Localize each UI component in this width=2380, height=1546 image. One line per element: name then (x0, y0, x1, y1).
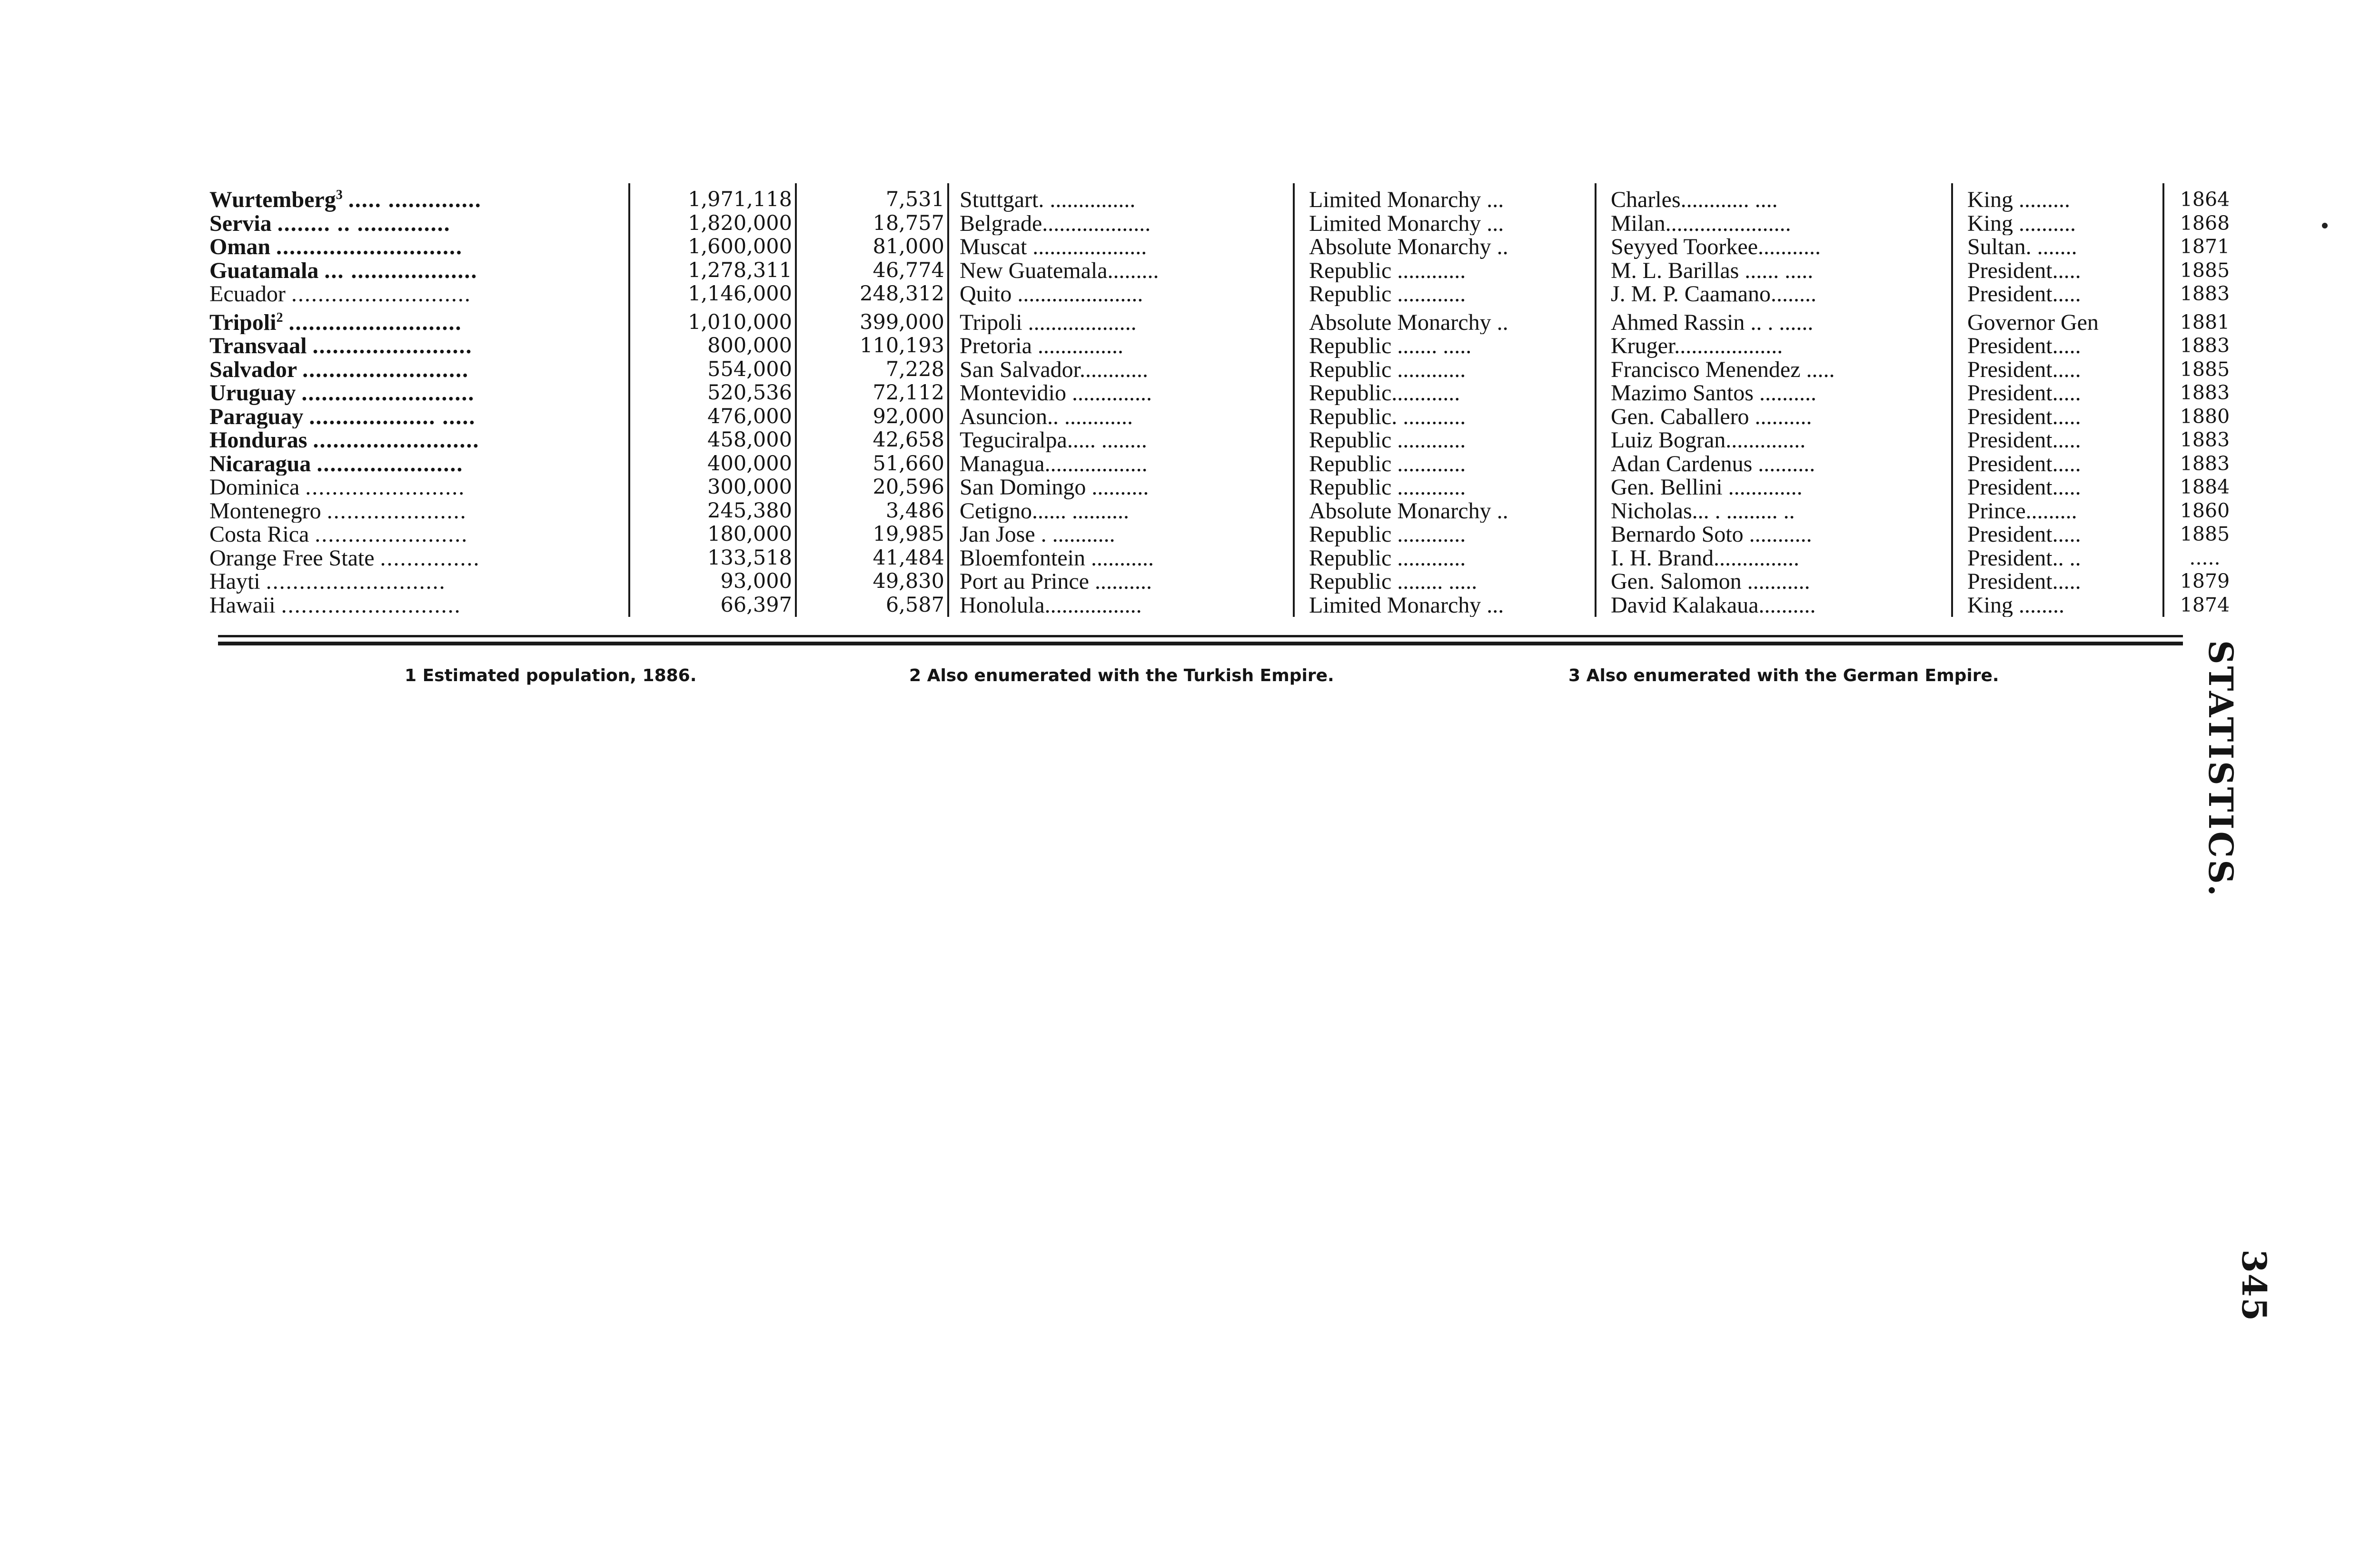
dot-leader: ........................ (312, 334, 473, 358)
government-cell: Republic ............ (1294, 452, 1596, 476)
title-cell: Governor Gen (1952, 306, 2163, 335)
table-row (205, 306, 2245, 335)
table-row (205, 235, 2245, 259)
government-cell: Republic ....... ..... (1294, 334, 1596, 358)
year-cell: 1885 (2180, 258, 2230, 282)
title-cell: President.. .. (1952, 546, 2163, 570)
capital-cell: San Salvador............ (948, 358, 1294, 382)
table-row (205, 358, 2245, 382)
government-cell: Republic ............ (1294, 259, 1596, 283)
table-row (205, 523, 2245, 546)
area-cell: 92,000 (796, 405, 948, 429)
capital-cell: San Domingo .......... (948, 476, 1294, 499)
population-cell: 554,000 (629, 358, 796, 382)
title-cell: President..... (1952, 259, 2163, 283)
dot-leader: ......................... (313, 428, 480, 452)
population-cell: 180,000 (629, 523, 796, 546)
country-cell (205, 334, 629, 358)
country-cell (205, 428, 629, 452)
government-cell: Absolute Monarchy .. (1294, 306, 1596, 335)
population-cell: 1,820,000 (629, 212, 796, 236)
population-cell: 245,380 (629, 499, 796, 523)
table-row (205, 259, 2245, 283)
table-bottom-rule-thin (218, 635, 2183, 637)
capital-cell: Quito ...................... (948, 282, 1294, 306)
year-cell: 1884 (2180, 476, 2230, 498)
year-cell: 1860 (2180, 499, 2230, 522)
country-cell (205, 212, 629, 236)
capital-cell: Tripoli ................... (948, 306, 1294, 335)
dot-leader: ...................... (317, 452, 464, 476)
year-cell: 1864 (2180, 188, 2230, 211)
area-cell: 20,596 (796, 476, 948, 499)
dot-leader: ............................ (276, 235, 463, 259)
title-cell: President..... (1952, 452, 2163, 476)
footnote-2: 2 Also enumerated with the Turkish Empire. (909, 666, 1334, 685)
dot-leader: ....................... (315, 523, 468, 546)
capital-cell: Honolula................. (948, 594, 1294, 617)
country-cell (205, 259, 629, 283)
statistics-table (205, 183, 2245, 617)
page-number: 345 (2234, 1249, 2274, 1322)
capital-cell: Muscat .................... (948, 235, 1294, 259)
dot-leader: .......................... (301, 381, 475, 405)
title-cell: President..... (1952, 358, 2163, 382)
ruler-cell: Kruger................... (1596, 334, 1952, 358)
ruler-cell: Ahmed Rassin .. . ...... (1596, 306, 1952, 335)
year-cell: 1885 (2180, 523, 2230, 545)
country-name: Costa Rica (209, 523, 309, 546)
dot-leader: ................... ..... (309, 405, 476, 428)
table-row (205, 476, 2245, 499)
ruler-cell: Luiz Bogran.............. (1596, 428, 1952, 452)
area-cell: 399,000 (796, 306, 948, 335)
title-cell: President..... (1952, 570, 2163, 594)
area-cell: 49,830 (796, 570, 948, 594)
dot-leader: .......................... (288, 309, 462, 334)
capital-cell: Stuttgart. ............... (948, 183, 1294, 212)
dot-leader: ..................... (327, 499, 467, 523)
ruler-cell: Mazimo Santos .......... (1596, 381, 1952, 405)
ruler-cell: Francisco Menendez ..... (1596, 358, 1952, 382)
country-name: Dominica (209, 476, 300, 499)
year-cell: ..... (2189, 546, 2221, 569)
population-cell: 93,000 (629, 570, 796, 594)
year-cell: 1881 (2180, 310, 2230, 334)
capital-cell: Pretoria ............... (948, 334, 1294, 358)
dot-leader: ........................... (291, 282, 471, 306)
capital-cell: New Guatemala......... (948, 259, 1294, 283)
population-cell: 400,000 (629, 452, 796, 476)
year-cell: 1883 (2180, 282, 2230, 305)
country-name: Hayti (209, 570, 260, 594)
government-cell: Republic ............ (1294, 546, 1596, 570)
country-cell (205, 523, 629, 546)
dot-leader: ..... .............. (348, 187, 482, 212)
area-cell: 7,531 (796, 183, 948, 212)
table-row (205, 212, 2245, 236)
country-name: Ecuador (209, 282, 286, 306)
title-cell: President..... (1952, 428, 2163, 452)
population-cell: 133,518 (629, 546, 796, 570)
country-name: Honduras (209, 428, 307, 452)
dot-leader: ............... (380, 546, 480, 570)
table-bottom-rule-thick (218, 642, 2183, 645)
dot-leader: ........ .. .............. (277, 211, 451, 235)
running-heading: STATISTICS. (2201, 640, 2241, 898)
country-cell (205, 235, 629, 259)
ruler-cell: Seyyed Toorkee........... (1596, 235, 1952, 259)
area-cell: 110,193 (796, 334, 948, 358)
title-cell: President..... (1952, 381, 2163, 405)
table-row (205, 570, 2245, 594)
ruler-cell: David Kalakaua.......... (1596, 594, 1952, 617)
area-cell: 72,112 (796, 381, 948, 405)
year-cell: 1868 (2180, 211, 2230, 235)
table-row (205, 452, 2245, 476)
ruler-cell: Charles............ .... (1596, 183, 1952, 212)
country-cell (205, 594, 629, 617)
ruler-cell: M. L. Barillas ...... ..... (1596, 259, 1952, 283)
population-cell: 1,971,118 (629, 183, 796, 212)
ruler-cell: Milan...................... (1596, 212, 1952, 236)
country-cell (205, 282, 629, 306)
area-cell: 42,658 (796, 428, 948, 452)
statistics-table-body (205, 183, 2245, 617)
country-name: Wurtemberg (209, 187, 336, 212)
title-cell: President..... (1952, 523, 2163, 546)
print-speck (2322, 223, 2328, 228)
title-cell: Sultan. ....... (1952, 235, 2163, 259)
capital-cell: Montevidio .............. (948, 381, 1294, 405)
table-row (205, 282, 2245, 306)
population-cell: 1,278,311 (629, 259, 796, 283)
year-cell: 1880 (2180, 405, 2230, 428)
government-cell: Republic ........ ..... (1294, 570, 1596, 594)
population-cell: 1,146,000 (629, 282, 796, 306)
title-cell: President..... (1952, 476, 2163, 499)
area-cell: 248,312 (796, 282, 948, 306)
footnote-3: 3 Also enumerated with the German Empire. (1568, 666, 1999, 685)
government-cell: Republic ............ (1294, 523, 1596, 546)
ruler-cell: Bernardo Soto ........... (1596, 523, 1952, 546)
country-cell (205, 452, 629, 476)
footnote-marker: 3 (336, 188, 343, 202)
table-row (205, 405, 2245, 429)
table-row (205, 183, 2245, 212)
table-row (205, 334, 2245, 358)
year-cell: 1871 (2180, 235, 2230, 258)
government-cell: Republic ............ (1294, 428, 1596, 452)
title-cell: President..... (1952, 405, 2163, 429)
ruler-cell: Gen. Salomon ........... (1596, 570, 1952, 594)
country-name: Oman (209, 235, 271, 259)
footnote-marker: 2 (276, 310, 283, 325)
country-name: Uruguay (209, 381, 296, 405)
title-cell: King ........ (1952, 594, 2163, 617)
country-name: Montenegro (209, 499, 321, 523)
area-cell: 41,484 (796, 546, 948, 570)
population-cell: 66,397 (629, 594, 796, 617)
year-cell: 1883 (2180, 334, 2230, 357)
area-cell: 6,587 (796, 594, 948, 617)
year-cell: 1879 (2180, 570, 2230, 593)
dot-leader: ........................ (305, 476, 466, 499)
title-cell: Prince......... (1952, 499, 2163, 523)
table-row (205, 381, 2245, 405)
government-cell: Republic............ (1294, 381, 1596, 405)
area-cell: 51,660 (796, 452, 948, 476)
dot-leader: ........................... (281, 593, 461, 617)
government-cell: Limited Monarchy ... (1294, 212, 1596, 236)
country-cell (205, 405, 629, 429)
capital-cell: Cetigno...... .......... (948, 499, 1294, 523)
country-cell (205, 476, 629, 499)
area-cell: 18,757 (796, 212, 948, 236)
government-cell: Absolute Monarchy .. (1294, 235, 1596, 259)
government-cell: Absolute Monarchy .. (1294, 499, 1596, 523)
capital-cell: Bloemfontein ........... (948, 546, 1294, 570)
dot-leader: ......................... (302, 357, 469, 381)
country-cell (205, 381, 629, 405)
year-cell: 1874 (2180, 593, 2230, 616)
ruler-cell: Adan Cardenus .......... (1596, 452, 1952, 476)
country-name: Transvaal (209, 334, 307, 358)
title-cell: President..... (1952, 334, 2163, 358)
table-row (205, 499, 2245, 523)
year-cell: 1883 (2180, 452, 2230, 475)
table-row (205, 546, 2245, 570)
population-cell: 476,000 (629, 405, 796, 429)
country-cell (205, 546, 629, 570)
footnote-1: 1 Estimated population, 1886. (405, 666, 697, 685)
ruler-cell: Gen. Caballero .......... (1596, 405, 1952, 429)
area-cell: 81,000 (796, 235, 948, 259)
title-cell: King .......... (1952, 212, 2163, 236)
country-name: Hawaii (209, 593, 276, 617)
ruler-cell: I. H. Brand............... (1596, 546, 1952, 570)
capital-cell: Belgrade................... (948, 212, 1294, 236)
area-cell: 19,985 (796, 523, 948, 546)
country-cell (205, 499, 629, 523)
population-cell: 520,536 (629, 381, 796, 405)
country-name: Salvador (209, 357, 297, 381)
country-name: Paraguay (209, 405, 304, 428)
population-cell: 800,000 (629, 334, 796, 358)
country-cell (205, 183, 629, 212)
country-name: Orange Free State (209, 546, 375, 570)
title-cell: King ......... (1952, 183, 2163, 212)
table-row (205, 428, 2245, 452)
capital-cell: Managua.................. (948, 452, 1294, 476)
capital-cell: Teguciralpa..... ........ (948, 428, 1294, 452)
country-name: Nicaragua (209, 452, 311, 476)
population-cell: 1,010,000 (629, 306, 796, 335)
population-cell: 1,600,000 (629, 235, 796, 259)
table-row (205, 594, 2245, 617)
year-cell: 1885 (2180, 357, 2230, 381)
area-cell: 7,228 (796, 358, 948, 382)
government-cell: Republic ............ (1294, 282, 1596, 306)
population-cell: 458,000 (629, 428, 796, 452)
population-cell: 300,000 (629, 476, 796, 499)
ruler-cell: Gen. Bellini ............. (1596, 476, 1952, 499)
government-cell: Limited Monarchy ... (1294, 594, 1596, 617)
government-cell: Republic ............ (1294, 476, 1596, 499)
government-cell: Republic. ........... (1294, 405, 1596, 429)
government-cell: Republic ............ (1294, 358, 1596, 382)
title-cell: President..... (1952, 282, 2163, 306)
country-cell (205, 358, 629, 382)
area-cell: 46,774 (796, 259, 948, 283)
government-cell: Limited Monarchy ... (1294, 183, 1596, 212)
dot-leader: ... ................... (324, 258, 478, 282)
capital-cell: Port au Prince .......... (948, 570, 1294, 594)
country-name: Tripoli (209, 309, 277, 334)
dot-leader: ........................... (266, 570, 446, 594)
capital-cell: Jan Jose . ........... (948, 523, 1294, 546)
ruler-cell: Nicholas... . ......... .. (1596, 499, 1952, 523)
country-name: Guatamala (209, 258, 319, 282)
country-cell (205, 306, 629, 335)
year-cell: 1883 (2180, 428, 2230, 451)
country-name: Servia (209, 211, 272, 235)
year-cell: 1883 (2180, 381, 2230, 404)
area-cell: 3,486 (796, 499, 948, 523)
country-cell (205, 570, 629, 594)
ruler-cell: J. M. P. Caamano........ (1596, 282, 1952, 306)
capital-cell: Asuncion.. ............ (948, 405, 1294, 429)
